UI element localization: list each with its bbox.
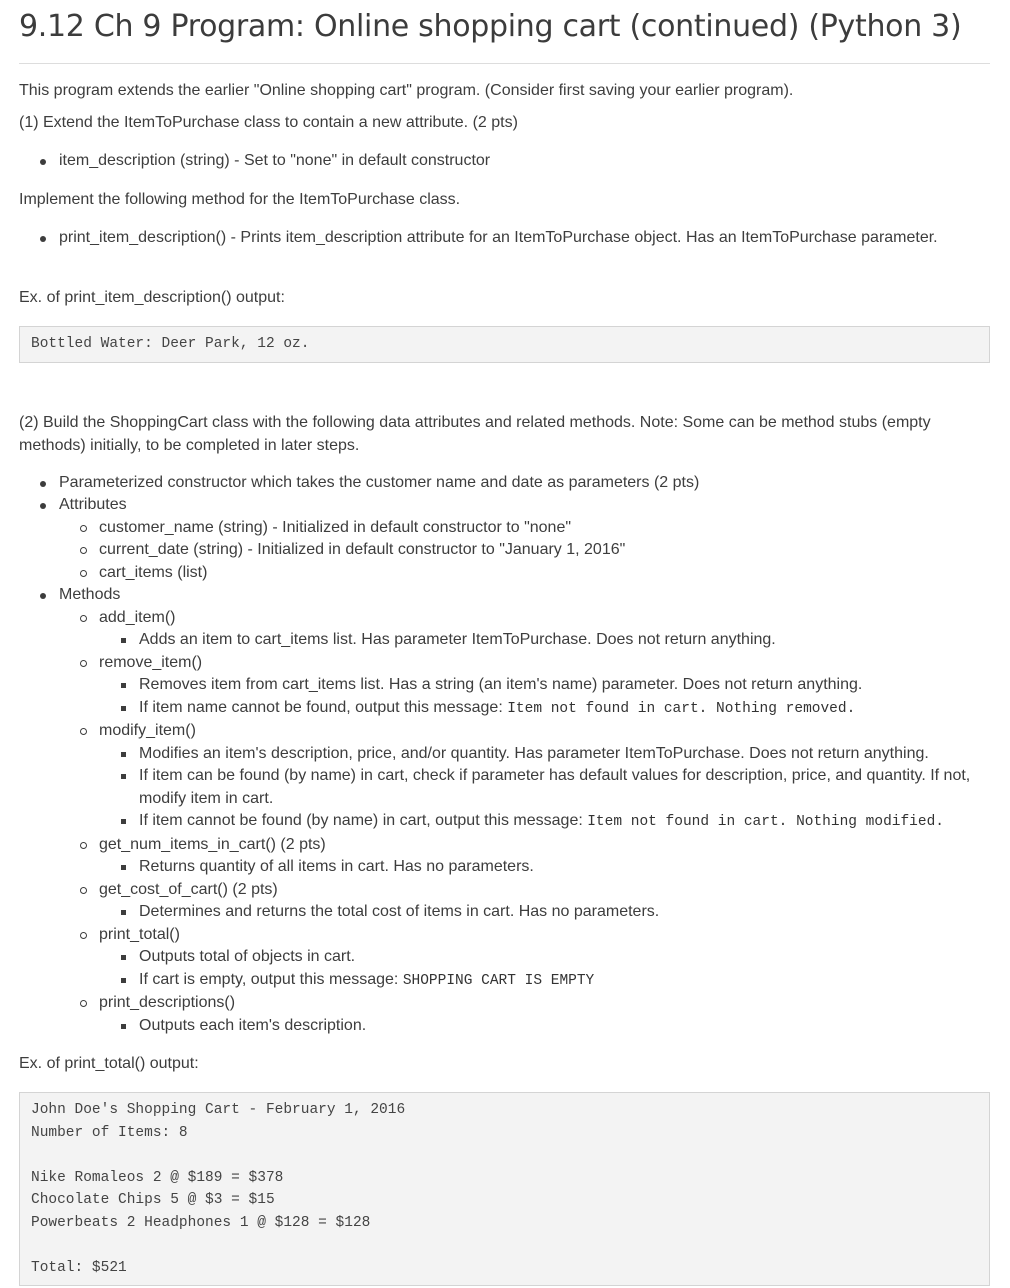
list-item: Returns quantity of all items in cart. Has no parameters. [99, 856, 990, 879]
method-print-total [59, 924, 990, 993]
method-details [99, 629, 990, 652]
method-add-item [59, 607, 990, 652]
part2-heading: (2) Build the ShoppingCart class with the following data attributes and related methods. Note: Some can be method stubs (empty methods) initially, to be completed in later steps. [19, 413, 931, 454]
detail-text: If item name cannot be found, output this message: [139, 698, 508, 716]
code-line: Powerbeats 2 Headphones 1 @ $128 = $128 [31, 1214, 371, 1231]
method-name: get_num_items_in_cart() (2 pts) [99, 835, 326, 853]
list-item: customer_name (string) - Initialized in default constructor to "none" [59, 517, 990, 540]
list-item: Parameterized constructor which takes the customer name and date as parameters (2 pts) [19, 472, 990, 495]
method-details [99, 856, 990, 879]
inline-code: Item not found in cart. Nothing removed. [507, 700, 856, 717]
detail-text: If cart is empty, output this message: [139, 970, 403, 988]
list-item: item_description (string) - Set to "none" in default constructor [19, 150, 990, 173]
method-name: modify_item() [99, 722, 196, 739]
part2-list [19, 472, 990, 1038]
code-line: Chocolate Chips 5 @ $3 = $15 [31, 1192, 275, 1208]
methods-list [59, 607, 990, 1038]
title-divider [19, 63, 990, 64]
inline-code: Item not found in cart. Nothing modified. [587, 814, 944, 830]
method-details [99, 674, 990, 720]
part1-method-list [19, 227, 990, 250]
code-line: Bottled Water: Deer Park, 12 oz. [31, 336, 310, 352]
method-name: add_item() [99, 608, 176, 626]
method-details [99, 946, 990, 992]
list-item [19, 584, 990, 1037]
list-item: current_date (string) - Initialized in default constructor to "January 1, 2016" [59, 539, 990, 562]
method-remove-item [59, 652, 990, 721]
list-item: Adds an item to cart_items list. Has parameter ItemToPurchase. Does not return anything. [99, 629, 990, 652]
list-item [99, 969, 990, 993]
method-details [99, 1015, 990, 1038]
part1-method-intro: Implement the following method for the ItemToPurchase class. [19, 190, 461, 208]
list-item: cart_items (list) [59, 562, 990, 585]
method-print-descriptions [59, 992, 990, 1037]
list-item: print_item_description() - Prints item_description attribute for an ItemToPurchase object. Has an ItemToPurchase parameter. [19, 227, 990, 250]
list-item: Modifies an item's description, price, and/or quantity. Has parameter ItemToPurchase. Does not return anything. [99, 743, 990, 766]
list-item: Outputs each item's description. [99, 1015, 990, 1038]
list-item: If item can be found (by name) in cart, check if parameter has default values for description, price, and quantity. If not, modify item in cart. [99, 765, 990, 810]
method-name: print_descriptions() [99, 994, 236, 1011]
attributes-list [59, 517, 990, 585]
part1-example-code [19, 326, 990, 363]
method-get-num-items [59, 834, 990, 879]
method-details [99, 901, 990, 924]
intro-text: This program extends the earlier "Online shopping cart" program. (Consider first saving your earlier program). [19, 82, 794, 99]
part1-attribute-list [19, 150, 990, 173]
part2-example-code [19, 1092, 990, 1286]
method-name: remove_item() [99, 653, 203, 671]
list-item [99, 697, 990, 721]
detail-text: If item cannot be found (by name) in cart, output this message: [139, 812, 588, 829]
part1-heading: (1) Extend the ItemToPurchase class to contain a new attribute. (2 pts) [19, 114, 518, 131]
list-item: Outputs total of objects in cart. [99, 946, 990, 969]
page-title: 9.12 Ch 9 Program: Online shopping cart (continued) (Python 3) [19, 9, 962, 44]
methods-label: Methods [59, 586, 121, 603]
part2-example-label: Ex. of print_total() output: [19, 1055, 199, 1072]
inline-code: SHOPPING CART IS EMPTY [402, 972, 595, 989]
method-details [99, 743, 990, 834]
list-item: Determines and returns the total cost of items in cart. Has no parameters. [99, 901, 990, 924]
method-modify-item [59, 720, 990, 834]
code-blank-line [31, 1234, 978, 1257]
method-name: get_cost_of_cart() (2 pts) [99, 880, 278, 898]
code-line: Number of Items: 8 [31, 1124, 188, 1141]
attributes-label: Attributes [59, 496, 127, 513]
list-item [19, 494, 990, 584]
method-get-cost [59, 879, 990, 924]
code-line: John Doe's Shopping Cart - February 1, 2016 [31, 1102, 406, 1118]
code-line: Nike Romaleos 2 @ $189 = $378 [31, 1169, 284, 1186]
part1-example-label: Ex. of print_item_description() output: [19, 289, 285, 306]
list-item: Removes item from cart_items list. Has a string (an item's name) parameter. Does not return anything. [99, 674, 990, 697]
list-item [99, 810, 990, 834]
method-name: print_total() [99, 925, 180, 943]
code-line: Total: $521 [31, 1259, 127, 1276]
code-blank-line [31, 1144, 978, 1167]
